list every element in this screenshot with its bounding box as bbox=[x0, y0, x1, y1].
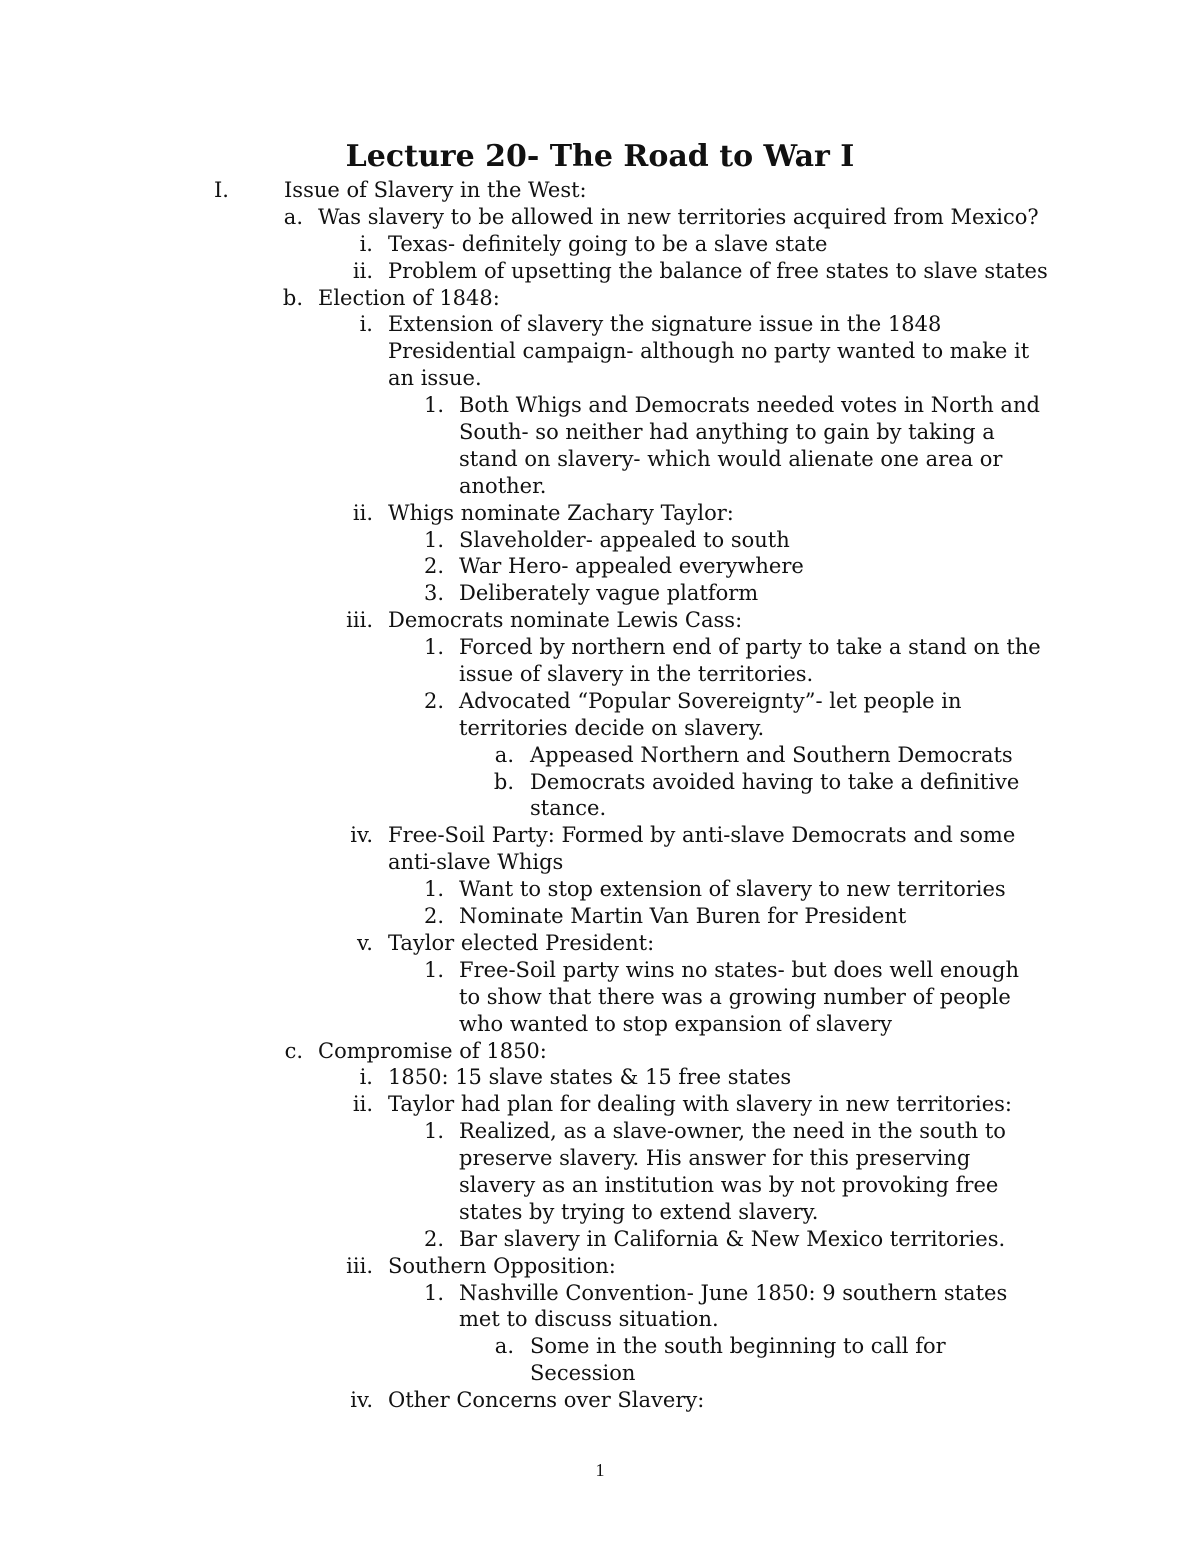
outline-text: Some in the south beginning to call for bbox=[530, 1334, 946, 1359]
outline-line bbox=[0, 876, 1200, 903]
outline-line bbox=[0, 1280, 1200, 1307]
outline-line bbox=[0, 1011, 1200, 1038]
outline-marker: 1. bbox=[423, 1119, 444, 1144]
outline-marker: iv. bbox=[350, 823, 373, 848]
outline-line bbox=[0, 930, 1200, 957]
outline-text: anti-slave Whigs bbox=[388, 850, 564, 875]
outline-marker: 2. bbox=[423, 904, 444, 929]
lecture-outline bbox=[0, 177, 1200, 1414]
outline-text: Advocated “Popular Sovereignty”- let people in bbox=[459, 688, 962, 713]
outline-text: Forced by northern end of party to take a stand on the bbox=[459, 635, 1041, 660]
outline-marker: i. bbox=[359, 231, 373, 256]
outline-text: Want to stop extension of slavery to new territories bbox=[459, 877, 1006, 902]
outline-text: to show that there was a growing number of people bbox=[459, 984, 1011, 1009]
outline-text: Realized, as a slave-owner, the need in the south to bbox=[459, 1119, 1006, 1144]
outline-line bbox=[0, 553, 1200, 580]
outline-text: Free-Soil party wins no states- but does well enough bbox=[459, 957, 1019, 982]
outline-line bbox=[0, 177, 1200, 204]
outline-line bbox=[0, 1226, 1200, 1253]
outline-line bbox=[0, 903, 1200, 930]
outline-line bbox=[0, 419, 1200, 446]
outline-marker: 1. bbox=[423, 1280, 444, 1305]
outline-line bbox=[0, 688, 1200, 715]
outline-marker: v. bbox=[356, 930, 373, 955]
outline-line bbox=[0, 311, 1200, 338]
outline-line bbox=[0, 1387, 1200, 1414]
outline-text: Bar slavery in California & New Mexico territories. bbox=[459, 1226, 1006, 1251]
page-number: 1 bbox=[595, 1460, 605, 1480]
outline-text: Taylor had plan for dealing with slavery in new territories: bbox=[388, 1092, 1012, 1117]
outline-text: who wanted to stop expansion of slavery bbox=[459, 1011, 892, 1036]
outline-line bbox=[0, 822, 1200, 849]
outline-marker: ii. bbox=[352, 500, 373, 525]
outline-text: Election of 1848: bbox=[318, 285, 500, 310]
outline-line bbox=[0, 500, 1200, 527]
outline-line bbox=[0, 285, 1200, 312]
outline-marker: 2. bbox=[423, 554, 444, 579]
outline-text: Democrats avoided having to take a definitive bbox=[530, 769, 1020, 794]
outline-marker: a. bbox=[494, 1334, 514, 1359]
outline-line bbox=[0, 258, 1200, 285]
outline-marker: a. bbox=[283, 204, 303, 229]
outline-line bbox=[0, 1038, 1200, 1065]
outline-line bbox=[0, 957, 1200, 984]
outline-text: preserve slavery. His answer for this preserving bbox=[459, 1146, 971, 1171]
outline-line bbox=[0, 1145, 1200, 1172]
outline-text: Presidential campaign- although no party wanted to make it bbox=[388, 339, 1030, 364]
outline-text: Southern Opposition: bbox=[388, 1253, 616, 1278]
outline-marker: 1. bbox=[423, 635, 444, 660]
document-title: Lecture 20- The Road to War I bbox=[345, 139, 855, 174]
outline-line bbox=[0, 527, 1200, 554]
outline-text: Slaveholder- appealed to south bbox=[459, 527, 790, 552]
outline-line bbox=[0, 634, 1200, 661]
outline-marker: b. bbox=[282, 285, 303, 310]
outline-marker: 2. bbox=[423, 1226, 444, 1251]
outline-line bbox=[0, 1333, 1200, 1360]
outline-marker: iii. bbox=[346, 608, 373, 633]
outline-text: states by trying to extend slavery. bbox=[459, 1199, 819, 1224]
outline-line bbox=[0, 473, 1200, 500]
outline-text: Deliberately vague platform bbox=[459, 581, 759, 606]
outline-marker: i. bbox=[359, 312, 373, 337]
outline-text: Was slavery to be allowed in new territories acquired from Mexico? bbox=[318, 204, 1039, 229]
outline-line bbox=[0, 1118, 1200, 1145]
outline-marker: iii. bbox=[346, 1253, 373, 1278]
outline-marker: i. bbox=[359, 1065, 373, 1090]
outline-line bbox=[0, 742, 1200, 769]
outline-text: another. bbox=[459, 473, 547, 498]
outline-marker: ii. bbox=[352, 258, 373, 283]
outline-marker: 1. bbox=[423, 957, 444, 982]
outline-line bbox=[0, 1360, 1200, 1387]
outline-line bbox=[0, 1091, 1200, 1118]
outline-text: Other Concerns over Slavery: bbox=[388, 1388, 705, 1413]
outline-line bbox=[0, 1064, 1200, 1091]
outline-marker: 3. bbox=[423, 581, 444, 606]
outline-text: Secession bbox=[530, 1361, 636, 1386]
outline-marker: 1. bbox=[423, 877, 444, 902]
outline-text: Extension of slavery the signature issue in the 1848 bbox=[388, 312, 942, 337]
outline-line bbox=[0, 607, 1200, 634]
outline-line bbox=[0, 580, 1200, 607]
outline-text: Compromise of 1850: bbox=[318, 1038, 547, 1063]
outline-marker: 2. bbox=[423, 688, 444, 713]
outline-text: territories decide on slavery. bbox=[459, 715, 765, 740]
outline-text: Taylor elected President: bbox=[388, 930, 655, 955]
outline-line bbox=[0, 365, 1200, 392]
outline-marker: iv. bbox=[350, 1388, 373, 1413]
outline-text: stance. bbox=[530, 796, 607, 821]
outline-line bbox=[0, 984, 1200, 1011]
outline-text: Free-Soil Party: Formed by anti-slave Democrats and some bbox=[388, 823, 1016, 848]
outline-text: met to discuss situation. bbox=[459, 1307, 719, 1332]
outline-line bbox=[0, 446, 1200, 473]
outline-text: Democrats nominate Lewis Cass: bbox=[388, 608, 743, 633]
outline-text: Nashville Convention- June 1850: 9 southern states bbox=[459, 1280, 1008, 1305]
outline-line bbox=[0, 392, 1200, 419]
outline-text: an issue. bbox=[388, 366, 482, 391]
outline-line bbox=[0, 204, 1200, 231]
outline-line bbox=[0, 715, 1200, 742]
outline-text: Problem of upsetting the balance of free states to slave states bbox=[388, 258, 1048, 283]
outline-text: Texas- definitely going to be a slave state bbox=[388, 231, 828, 256]
outline-line bbox=[0, 795, 1200, 822]
outline-text: Whigs nominate Zachary Taylor: bbox=[388, 500, 734, 525]
outline-line bbox=[0, 849, 1200, 876]
outline-line bbox=[0, 1253, 1200, 1280]
outline-text: Nominate Martin Van Buren for President bbox=[459, 904, 907, 929]
outline-text: Both Whigs and Democrats needed votes in North and bbox=[459, 393, 1040, 418]
outline-text: 1850: 15 slave states & 15 free states bbox=[388, 1065, 792, 1090]
outline-text: Appeased Northern and Southern Democrats bbox=[530, 742, 1013, 767]
outline-line bbox=[0, 1172, 1200, 1199]
outline-marker: ii. bbox=[352, 1092, 373, 1117]
outline-marker: b. bbox=[493, 769, 514, 794]
outline-marker: c. bbox=[284, 1038, 303, 1063]
outline-marker: a. bbox=[494, 742, 514, 767]
outline-line bbox=[0, 1306, 1200, 1333]
outline-text: War Hero- appealed everywhere bbox=[459, 554, 804, 579]
outline-line bbox=[0, 338, 1200, 365]
outline-marker: 1. bbox=[423, 527, 444, 552]
outline-marker: I. bbox=[214, 178, 229, 202]
outline-line bbox=[0, 231, 1200, 258]
outline-text: Issue of Slavery in the West: bbox=[284, 178, 587, 202]
outline-text: South- so neither had anything to gain by taking a bbox=[459, 420, 995, 445]
outline-text: slavery as an institution was by not provoking free bbox=[459, 1172, 999, 1197]
outline-text: issue of slavery in the territories. bbox=[459, 662, 814, 687]
outline-line bbox=[0, 1199, 1200, 1226]
outline-line bbox=[0, 769, 1200, 796]
outline-text: stand on slavery- which would alienate one area or bbox=[459, 446, 1003, 471]
outline-marker: 1. bbox=[423, 393, 444, 418]
outline-line bbox=[0, 661, 1200, 688]
